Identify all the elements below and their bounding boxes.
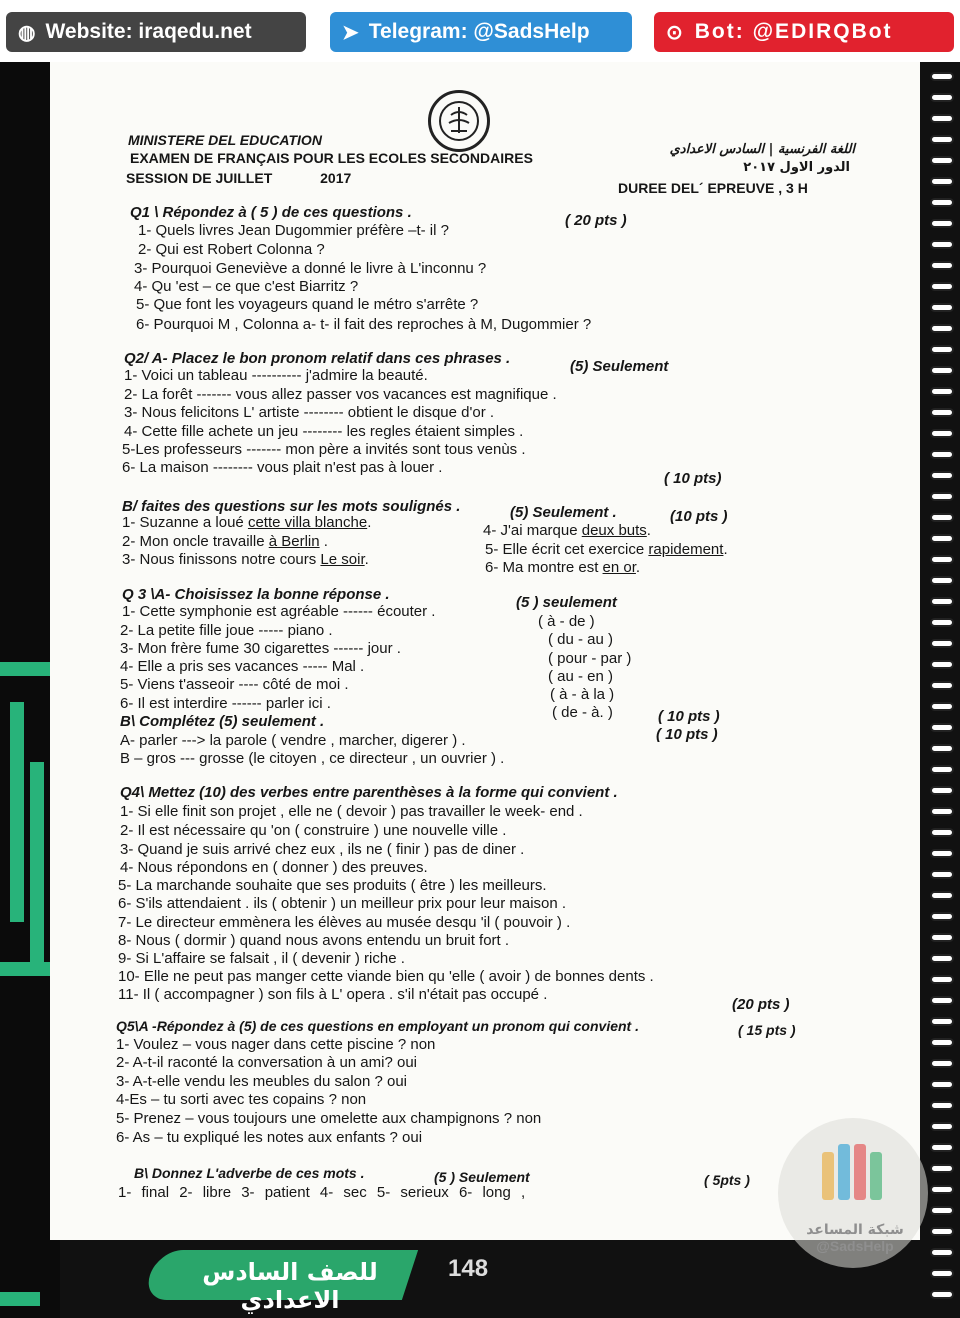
q1-item: 2- Qui est Robert Colonna ? [138,241,325,258]
q5-title: Q5\A -Répondez à (5) de ces questions en employant un pronom qui convient . [116,1018,639,1034]
q2b-item [485,559,640,576]
decor-stripe [30,762,44,962]
q5-item: 1- Voulez – vous nager dans cette piscine ? non [116,1036,436,1053]
q3-choice: ( du - au ) [548,631,614,648]
q4-item: 7- Le directeur emmènera les élèves au musée desqu 'il ( pouvoir ) . [118,914,571,931]
spiral-ring [930,177,954,186]
q5b-points: ( 5pts ) [704,1172,750,1188]
q4-item: 3- Quand je suis arrivé chez eux , ils ne ( finir ) pas de diner . [120,841,525,858]
spiral-ring [930,891,954,900]
spiral-ring [930,807,954,816]
session-label [126,170,351,186]
book-icon [778,1118,928,1228]
q3-only: (5 ) seulement [516,594,617,611]
q4-title: Q4\ Mettez (10) des verbes entre parenthèses à la forme qui convient . [120,784,618,801]
spiral-ring [930,744,954,753]
q3-points: ( 10 pts ) [656,726,718,743]
globe-icon: ◍ [18,21,36,44]
q3-item: 5- Viens t'asseoir ---- côté de moi . [120,676,349,693]
q2b-text: 5- Elle écrit cet exercice [485,541,649,558]
q2b-title: B/ faites des questions sur les mots soulignés . [122,498,461,515]
q2b-text: . [723,541,728,558]
spiral-ring [930,639,954,648]
q3-choice: ( à - à la ) [550,686,615,703]
ministry-seal-icon [428,90,490,152]
q4-item: 10- Elle ne peut pas manger cette viande bien qu 'elle ( avoir ) de bonnes dents . [118,968,654,985]
spiral-ring [930,324,954,333]
spiral-ring [930,1038,954,1047]
paper-plane-icon: ➤ [342,21,359,44]
decor-stripe [0,1292,40,1306]
spiral-ring [930,282,954,291]
telegram-badge[interactable] [330,12,632,52]
spiral-ring [930,765,954,774]
website-label: Website: iraqedu.net [45,20,252,43]
spiral-ring [930,1248,954,1257]
q2-title: Q2/ A- Placez le bon pronom relatif dans ces phrases . [124,350,511,367]
q4-item: 6- S'ils attendaient . ils ( obtenir ) un meilleur prix pour leur maison . [118,895,567,912]
spiral-ring [930,933,954,942]
top-banner [0,0,960,62]
duration: DUREE DEL´ EPREUVE , 3 H [618,180,808,196]
session-text: SESSION DE JUILLET [126,170,273,186]
q5-points: ( 15 pts ) [738,1022,796,1038]
q2b-underlined: Le soir [320,551,365,568]
spiral-ring [930,345,954,354]
q3b-item: B – gros --- grosse (le citoyen , ce directeur , un ouvrier ) . [120,750,505,767]
q2-item: 3- Nous felicitons L' artiste -------- obtient le disque d'or . [124,404,495,421]
q2b-text: . [367,514,372,531]
q2b-text: 2- Mon oncle travaille [122,533,269,550]
spiral-ring [930,1101,954,1110]
q5b-words: 1- final 2- libre 3- patient 4- sec 5- serieux 6- long , [118,1184,526,1201]
spiral-ring [930,555,954,564]
q5-item: 5- Prenez – vous toujours une omelette aux champignons ? non [116,1110,542,1127]
q2b-underlined: cette villa blanche [247,514,368,531]
q2b-text: 3- Nous finissons notre cours [122,551,321,568]
spiral-ring [930,198,954,207]
spiral-ring [930,786,954,795]
spiral-ring [930,303,954,312]
q5-item: 3- A-t-elle vendu les meubles du salon ? oui [116,1073,408,1090]
spiral-ring [930,408,954,417]
q3-item: 1- Cette symphonie est agréable ------ écouter . [122,603,436,620]
spiral-ring [930,1206,954,1215]
spiral-ring [930,975,954,984]
q5-item: 6- As – tu expliqué les notes aux enfants ? oui [116,1129,423,1146]
spiral-ring [930,1059,954,1068]
spiral-ring [930,1017,954,1026]
spiral-ring [930,1269,954,1278]
spiral-ring [930,513,954,522]
q2b-item [122,533,328,550]
robot-icon: ⊙ [666,21,685,44]
q1-item: 4- Qu 'est – ce que c'est Biarritz ? [134,278,359,295]
q2b-text: . [364,551,369,568]
q3-item: 2- La petite fille joue ----- piano . [120,622,333,639]
spiral-ring [930,996,954,1005]
q1-item: 5- Que font les voyageurs quand le métro s'arrête ? [136,296,479,313]
spiral-ring [930,156,954,165]
bot-badge[interactable] [654,12,954,52]
q2b-item [122,551,369,568]
spiral-binding [924,62,960,1318]
q4-item: 5- La marchande souhaite que ses produits ( être ) les meilleurs. [118,877,547,894]
spiral-ring [930,849,954,858]
q2b-text: . [646,522,651,539]
spiral-ring [930,240,954,249]
q2b-item [485,541,728,558]
spiral-ring [930,219,954,228]
page-number: 148 [448,1255,489,1282]
q3-choice: ( pour - par ) [548,650,632,667]
q2-points: ( 10 pts) [664,470,722,487]
q2b-underlined: rapidement [648,541,724,558]
q2b-text: 6- Ma montre est [485,559,603,576]
subject-arabic: اللغة الفرنسية | السادس الاعدادي [669,142,855,157]
spiral-ring [930,912,954,921]
decor-stripe [10,702,24,922]
q2b-item [483,522,651,539]
spiral-ring [930,261,954,270]
spiral-ring [930,534,954,543]
q4-item: 8- Nous ( dormir ) quand nous avons entendu un bruit fort . [118,932,510,949]
q2-item: 2- La forêt ------- vous allez passer vos vacances est magnifique . [124,386,557,403]
spiral-ring [930,1185,954,1194]
q2b-underlined: en or [602,559,636,576]
q1-item: 1- Quels livres Jean Dugommier préfère –t- il ? [138,222,449,239]
spiral-ring [930,135,954,144]
q2b-underlined: à Berlin [268,533,320,550]
website-badge[interactable] [6,12,306,52]
spiral-ring [930,702,954,711]
q3-item: 3- Mon frère fume 30 cigarettes ------ jour . [120,640,401,657]
q4-item: 4- Nous répondons en ( donner ) des preuves. [120,859,428,876]
q2-item: 1- Voici un tableau ---------- j'admire la beauté. [124,367,428,384]
q2-item: 4- Cette fille achete un jeu -------- les regles étaient simples . [124,423,524,440]
q3-points: ( 10 pts ) [658,708,720,725]
spiral-ring [930,72,954,81]
q1-title: Q1 \ Répondez à ( 5 ) de ces questions . [130,204,412,221]
spiral-ring [930,954,954,963]
spiral-ring [930,660,954,669]
q3-item: 4- Elle a pris ses vacances ----- Mal . [120,658,365,675]
footer-title: للصف السادس الاعدادي [202,1258,378,1314]
q5-item: 4-Es – tu sorti avec tes copains ? non [116,1091,367,1108]
session-year: 2017 [320,170,352,186]
q2b-text: 1- Suzanne a loué [122,514,248,531]
q5b-title: B\ Donnez L'adverbe de ces mots . [134,1165,365,1181]
spiral-ring [930,114,954,123]
spiral-ring [930,618,954,627]
exam-title: EXAMEN DE FRANÇAIS POUR LES ECOLES SECONDAIRES [130,150,533,166]
q2-item: 6- La maison -------- vous plait n'est pas à louer . [122,459,443,476]
q2b-text: 4- J'ai marque [483,522,582,539]
telegram-label: Telegram: @SadsHelp [368,20,590,43]
q3b-title: B\ Complétez (5) seulement . [120,713,325,730]
spiral-ring [930,93,954,102]
q1-points: ( 20 pts ) [565,212,627,229]
q2b-item [122,514,371,531]
q3-item: 6- Il est interdire ------ parler ici . [120,695,331,712]
watermark-text [800,1222,910,1254]
ministry-name: MINISTERE DEL EDUCATION [128,132,322,148]
q4-points: (20 pts ) [732,996,790,1013]
watermark-handle: @SadsHelp [816,1238,894,1254]
spiral-ring [930,1080,954,1089]
q2b-underlined: deux buts [581,522,647,539]
decor-stripe [0,962,50,976]
q4-item: 1- Si elle finit son projet , elle ne ( devoir ) pas travailler le week- end . [120,803,583,820]
spiral-ring [930,1122,954,1131]
spiral-ring [930,1290,954,1299]
q2-only: (5) Seulement [570,358,669,375]
spiral-ring [930,576,954,585]
spiral-ring [930,1227,954,1236]
q3-choice: ( au - en ) [548,668,614,685]
spiral-ring [930,870,954,879]
q1-item: 6- Pourquoi M , Colonna a- t- il fait des reproches à M, Dugommier ? [136,316,592,333]
spiral-ring [930,492,954,501]
q4-item: 2- Il est nécessaire qu 'on ( construire ) une nouvelle ville . [120,822,507,839]
q1-item: 3- Pourquoi Geneviève a donné le livre à L'inconnu ? [134,260,487,277]
q5-item: 2- A-t-il raconté la conversation à un ami? oui [116,1054,417,1071]
q4-item: 11- Il ( accompagner ) son fils à L' opera . s'il n'était pas occupé . [118,986,548,1003]
bot-label: Bot: @EDIRQBot [694,20,893,43]
q3-title: Q 3 \A- Choisissez la bonne réponse . [122,586,390,603]
round-arabic: الدور الاول ٢٠١٧ [743,160,850,175]
q2b-points: (10 pts ) [670,508,728,525]
spiral-ring [930,366,954,375]
spiral-ring [930,681,954,690]
q2b-text: . [319,533,328,550]
q3-choice: ( de - à. ) [552,704,613,721]
q4-item: 9- Si L'affaire se falsait , il ( devenir ) riche . [118,950,405,967]
spiral-ring [930,450,954,459]
watermark-arabic: شبكة المساعد [806,1222,904,1238]
spiral-ring [930,471,954,480]
q2-item: 5-Les professeurs ------- mon père a invités sont tous venùs . [122,441,526,458]
q2b-only: (5) Seulement . [510,504,617,521]
exam-page [50,62,920,1240]
spiral-ring [930,723,954,732]
spiral-ring [930,828,954,837]
q3b-item: A- parler ---> la parole ( vendre , marcher, digerer ) . [120,732,466,749]
spiral-ring [930,429,954,438]
q3-choice: ( à - de ) [538,613,595,630]
spiral-ring [930,1164,954,1173]
spiral-ring [930,597,954,606]
q2b-text: . [635,559,641,576]
spiral-ring [930,387,954,396]
spiral-ring [930,1143,954,1152]
q5b-only: (5 ) Seulement [434,1169,530,1185]
